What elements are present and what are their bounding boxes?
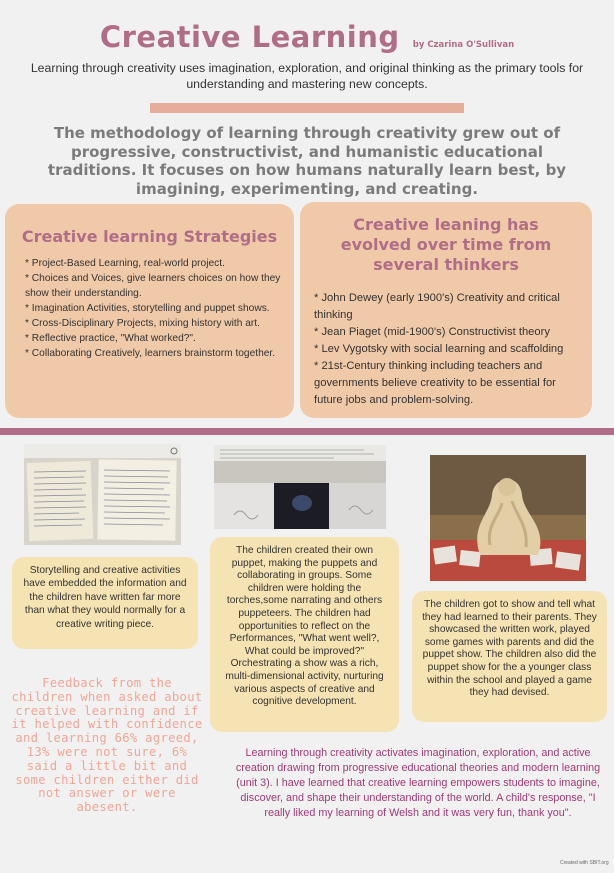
- puppet-display-photo: [430, 455, 586, 581]
- list-item: * 21st-Century thinking including teachers and governments believe creativity to be essential for future jobs and problem-solving.: [314, 360, 556, 406]
- section-divider: [0, 428, 614, 435]
- thinkers-list: [314, 290, 578, 409]
- list-item: * Cross-Disciplinary Projects, mixing history with art.: [25, 318, 260, 329]
- author-byline: by Czarina O'Sullivan: [412, 40, 515, 50]
- strategies-heading: Creative learning Strategies: [21, 227, 278, 246]
- page-title: Creative Learning: [99, 20, 400, 54]
- strategies-list: [25, 256, 284, 361]
- accent-bar: [150, 103, 464, 113]
- list-item: * Lev Vygotsky with social learning and scaffolding: [314, 343, 564, 355]
- title-row: [0, 20, 614, 54]
- list-item: * Reflective practice, "What worked?".: [25, 333, 196, 344]
- list-item: * Jean Piaget (mid-1900's) Constructivist theory: [314, 326, 550, 338]
- page-subtitle: Learning through creativity uses imagination, exploration, and original thinking as the primary tools for understanding and mastering new concepts.: [30, 61, 584, 91]
- list-item: * Choices and Voices, give learners choices on how they show their understanding.: [25, 273, 281, 299]
- thinkers-heading: Creative leaning has evolved over time from several thinkers: [340, 215, 552, 274]
- feedback-text: Feedback from the children when asked about creative learning and if it helped with confidence and learning 66% agreed, 13% were not sure, 6% said a little bit and some children either did not answer or were abesent.: [11, 676, 203, 815]
- puppet-show-photo: [214, 445, 386, 529]
- strategies-panel: [5, 204, 294, 418]
- list-item: * Project-Based Learning, real-world project.: [25, 258, 225, 269]
- thinkers-panel: [300, 202, 592, 418]
- storytelling-caption: Storytelling and creative activities have embedded the information and the children have written far more than what they would normally for a creative writing piece.: [12, 557, 198, 649]
- parents-caption: The children got to show and tell what they had learned to their parents. They showcased the written work, played some games with parents and did the puppet show. The children also did the puppet show for the a younger class within the school and played a game they had devised.: [412, 591, 607, 722]
- puppets-caption: The children created their own puppet, making the puppets and collaborating in groups. Some children were holding the torches,some narrating and others puppeteers. The children had opportunities to reflect on the Performances, "What went well?, What could be improved?" Orchestrating a show was a rich, multi-dimensional activity, nurturing various aspects of creative and cognitive development.: [210, 537, 399, 732]
- list-item: * Collaborating Creatively, learners brainstorm together.: [25, 348, 276, 359]
- list-item: * Imagination Activities, storytelling and puppet shows.: [25, 303, 270, 314]
- footer-credit: Created with SBIT.org: [560, 860, 609, 866]
- list-item: * John Dewey (early 1900's) Creativity and critical thinking: [314, 292, 560, 321]
- intro-paragraph: The methodology of learning through creativity grew out of progressive, constructivist, and humanistic educational traditions. It focuses on how humans naturally learn best, by imagining, experimenting, and creating.: [47, 124, 567, 198]
- notebook-photo: [24, 444, 181, 545]
- conclusion-text: Learning through creativity activates imagination, exploration, and active creation drawing from progressive educational theories and modern learning (unit 3). I have learned that creative learning empowers students to imagine, discover, and shape their understanding of the world. A child's response, "I really liked my learning of Welsh and it was very fun, thank you".: [235, 747, 601, 819]
